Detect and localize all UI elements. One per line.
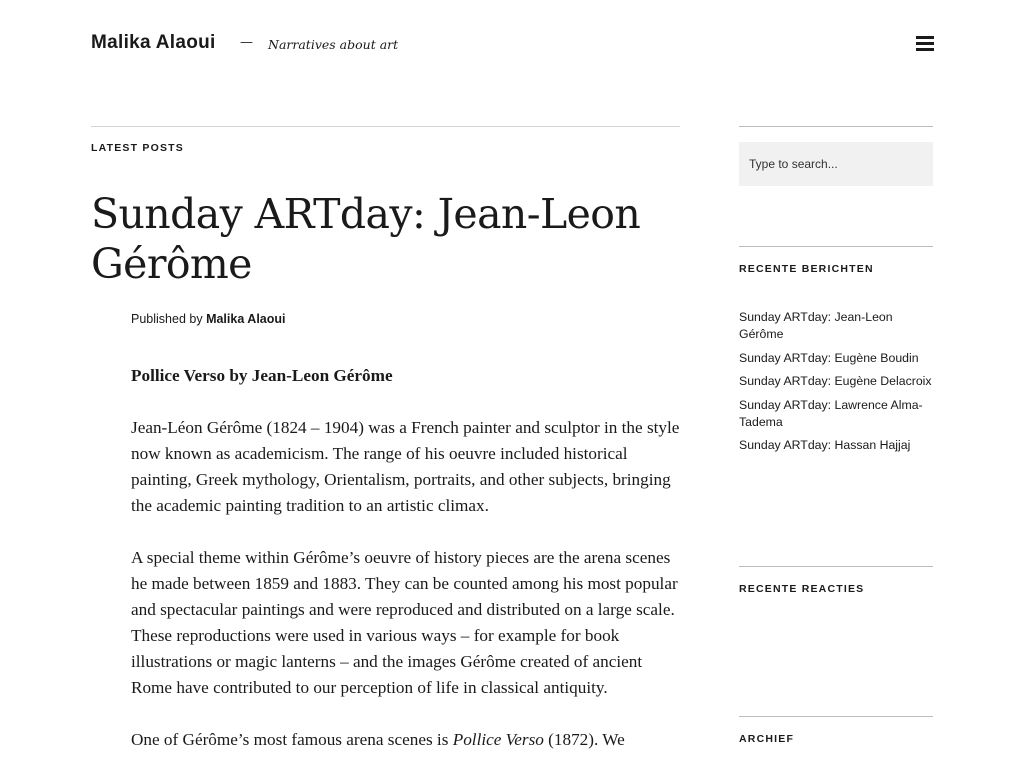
author-link[interactable]: Malika Alaoui xyxy=(206,312,286,326)
site-title-link[interactable]: Malika Alaoui xyxy=(91,32,216,53)
site-tagline: Narratives about art xyxy=(268,37,399,52)
post-paragraph: A special theme within Gérôme’s oeuvre of history pieces are the arena scenes he made between 1859 and 1883. They can be counted among his most popular and spectacular paintings and were reproduced and distributed on a large scale. These reproductions were used in various ways – for example for book illustrations or magic lanterns – and the images Gérôme created of ancient Rome have contributed to our perception of life in classical antiquity. xyxy=(131,548,678,697)
archive-heading: ARCHIEF xyxy=(739,733,795,745)
search-input[interactable] xyxy=(739,142,933,186)
sidebar-divider xyxy=(739,716,933,717)
post-title-link[interactable]: Sunday ARTday: Jean-Leon Gérôme xyxy=(91,190,641,288)
site-header xyxy=(91,30,934,58)
post-byline xyxy=(131,312,285,326)
section-label: LATEST POSTS xyxy=(91,142,184,154)
sidebar-divider xyxy=(739,566,933,567)
hamburger-menu-icon[interactable] xyxy=(916,36,934,51)
image-caption: Pollice Verso by Jean-Leon Gérôme xyxy=(131,366,393,385)
recent-post-link[interactable]: Sunday ARTday: Eugène Delacroix xyxy=(739,374,932,388)
recent-post-link[interactable]: Sunday ARTday: Lawrence Alma-Tadema xyxy=(739,397,923,429)
recent-post-link[interactable]: Sunday ARTday: Hassan Hajjaj xyxy=(739,438,911,452)
recent-posts-heading: RECENTE BERICHTEN xyxy=(739,263,874,275)
recent-comments-heading: RECENTE REACTIES xyxy=(739,583,865,595)
recent-posts-list xyxy=(739,309,933,461)
post-paragraph: Jean-Léon Gérôme (1824 – 1904) was a French painter and sculptor in the style now known as academicism. The range of his oeuvre included historical painting, Greek mythology, Orientalism, portraits, and other subjects, bringing the academic painting tradition to an artistic climax. xyxy=(131,418,680,515)
sidebar-divider xyxy=(739,126,933,127)
sidebar-divider xyxy=(739,246,933,247)
recent-post-link[interactable]: Sunday ARTday: Eugène Boudin xyxy=(739,350,919,365)
byline-prefix: Published by xyxy=(131,312,203,326)
title-separator: — xyxy=(240,35,253,50)
main-content xyxy=(91,126,680,749)
post-paragraph xyxy=(131,727,683,753)
paragraph-text: One of Gérôme’s most famous arena scenes is xyxy=(131,730,449,749)
paragraph-text-tail: (1872). We xyxy=(543,730,625,749)
post-body xyxy=(131,363,683,779)
recent-post-link[interactable]: Sunday ARTday: Jean-Leon Gérôme xyxy=(739,310,893,341)
painting-title: Pollice Verso xyxy=(452,730,544,749)
